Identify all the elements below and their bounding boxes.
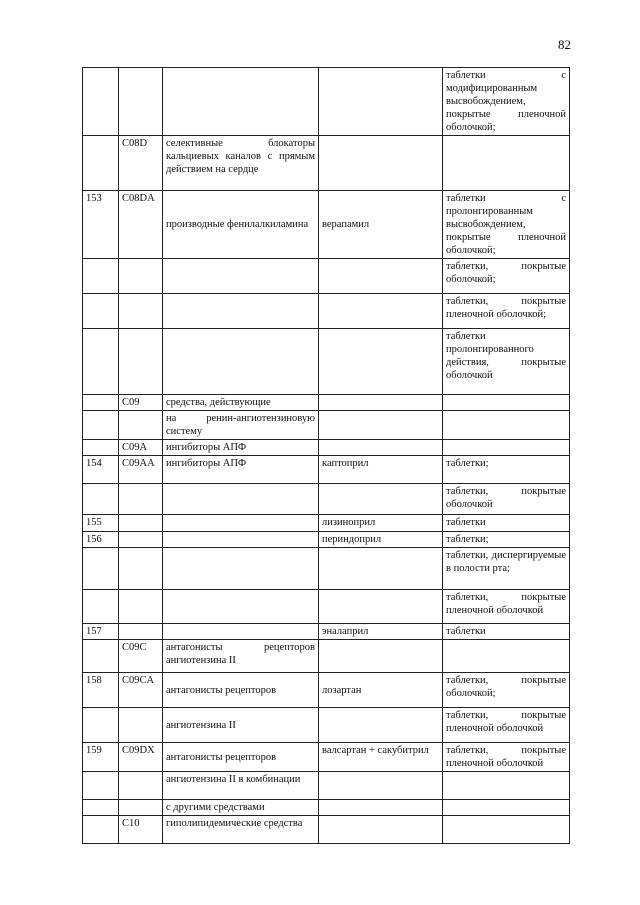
table-row: [83, 772, 570, 800]
group-name: с другими средствами: [163, 800, 319, 816]
row-number: [83, 590, 119, 624]
dosage-form: таблетки с пролонгированным высвобождением, покрытые пленочной оболочкой;: [443, 191, 570, 259]
dosage-form: таблетки, покрытые пленочной оболочкой: [443, 743, 570, 772]
atc-code: [119, 800, 163, 816]
row-number: 157: [83, 624, 119, 640]
dosage-form: [443, 800, 570, 816]
drug-name: [319, 68, 443, 136]
atc-code: [119, 590, 163, 624]
group-name: ингибиторы АПФ: [163, 440, 319, 456]
atc-code: [119, 484, 163, 515]
row-number: 159: [83, 743, 119, 772]
atc-code: C09C: [119, 640, 163, 673]
group-name: антагонисты рецепторов ангиотензина II: [163, 640, 319, 673]
drug-name: [319, 772, 443, 800]
table-row: [83, 395, 570, 411]
dosage-form: таблетки;: [443, 456, 570, 484]
table-row: [83, 136, 570, 191]
atc-code: C10: [119, 816, 163, 844]
table-row: [83, 624, 570, 640]
drug-name: [319, 484, 443, 515]
drug-name: [319, 548, 443, 590]
table-row: [83, 294, 570, 329]
group-name: [163, 294, 319, 329]
table-row: [83, 708, 570, 743]
drug-name: [319, 708, 443, 743]
table-row: [83, 743, 570, 772]
atc-code: [119, 772, 163, 800]
group-name: [163, 68, 319, 136]
row-number: [83, 548, 119, 590]
row-number: [83, 816, 119, 844]
drug-name: [319, 800, 443, 816]
group-name: антагонисты рецепторов: [163, 673, 319, 708]
drug-name: [319, 440, 443, 456]
drug-name: [319, 411, 443, 440]
table-row: [83, 816, 570, 844]
atc-code: [119, 624, 163, 640]
row-number: [83, 68, 119, 136]
dosage-form: таблетки, покрытые пленочной оболочкой: [443, 590, 570, 624]
drug-name: [319, 816, 443, 844]
atc-code: [119, 708, 163, 743]
group-name: [163, 259, 319, 294]
atc-code: [119, 411, 163, 440]
dosage-form: [443, 395, 570, 411]
drug-name: [319, 136, 443, 191]
row-number: [83, 708, 119, 743]
group-name: [163, 329, 319, 395]
group-name: ингибиторы АПФ: [163, 456, 319, 484]
row-number: [83, 395, 119, 411]
row-number: [83, 484, 119, 515]
group-name: селективные блокаторы кальциевых каналов с прямым действием на сердце: [163, 136, 319, 191]
row-number: [83, 640, 119, 673]
row-number: 156: [83, 532, 119, 548]
row-number: [83, 294, 119, 329]
dosage-form: таблетки: [443, 624, 570, 640]
group-name: гиполипидемические средства: [163, 816, 319, 844]
table-row: [83, 548, 570, 590]
dosage-form: таблетки, покрытые пленочной оболочкой: [443, 708, 570, 743]
table-row: [83, 673, 570, 708]
dosage-form: [443, 411, 570, 440]
table-row: [83, 640, 570, 673]
group-name: на ренин-ангиотензиновую систему: [163, 411, 319, 440]
table-row: [83, 800, 570, 816]
drug-name: периндоприл: [319, 532, 443, 548]
group-name: антагонисты рецепторов: [163, 743, 319, 772]
drug-name: [319, 395, 443, 411]
group-name: производные фенилалкиламина: [163, 191, 319, 259]
dosage-form: таблетки: [443, 515, 570, 532]
drug-name: валсартан + сакубитрил: [319, 743, 443, 772]
atc-code: [119, 294, 163, 329]
group-name: [163, 532, 319, 548]
table-row: [83, 191, 570, 259]
group-name: [163, 624, 319, 640]
table-row: [83, 68, 570, 136]
row-number: [83, 329, 119, 395]
group-name: [163, 515, 319, 532]
dosage-form: таблетки, покрытые пленочной оболочкой;: [443, 294, 570, 329]
table-row: [83, 440, 570, 456]
dosage-form: таблетки;: [443, 532, 570, 548]
group-name: [163, 484, 319, 515]
group-name: ангиотензина II: [163, 708, 319, 743]
drug-name: [319, 640, 443, 673]
atc-code: [119, 68, 163, 136]
group-name: средства, действующие: [163, 395, 319, 411]
drug-name: каптоприл: [319, 456, 443, 484]
atc-code: [119, 548, 163, 590]
drug-table: [82, 67, 570, 844]
table-row: [83, 456, 570, 484]
row-number: [83, 136, 119, 191]
row-number: 154: [83, 456, 119, 484]
table-row: [83, 515, 570, 532]
row-number: [83, 411, 119, 440]
group-name: [163, 590, 319, 624]
dosage-form: таблетки пролонгированного действия, покрытые оболочкой: [443, 329, 570, 395]
atc-code: [119, 329, 163, 395]
drug-name: [319, 294, 443, 329]
dosage-form: таблетки, покрытые оболочкой: [443, 484, 570, 515]
row-number: 158: [83, 673, 119, 708]
table-row: [83, 532, 570, 548]
table-row: [83, 590, 570, 624]
atc-code: C08D: [119, 136, 163, 191]
dosage-form: [443, 440, 570, 456]
drug-name: [319, 259, 443, 294]
dosage-form: таблетки, покрытые оболочкой;: [443, 259, 570, 294]
atc-code: [119, 259, 163, 294]
group-name: [163, 548, 319, 590]
dosage-form: [443, 136, 570, 191]
page-number: 82: [558, 37, 571, 52]
dosage-form: таблетки, покрытые оболочкой;: [443, 673, 570, 708]
drug-name: [319, 329, 443, 395]
atc-code: C09: [119, 395, 163, 411]
atc-code: C09CA: [119, 673, 163, 708]
drug-name: эналаприл: [319, 624, 443, 640]
row-number: 153: [83, 191, 119, 259]
atc-code: [119, 532, 163, 548]
dosage-form: [443, 772, 570, 800]
drug-name: [319, 590, 443, 624]
atc-code: [119, 515, 163, 532]
atc-code: C09DX: [119, 743, 163, 772]
dosage-form: [443, 816, 570, 844]
row-number: [83, 259, 119, 294]
atc-code: C09A: [119, 440, 163, 456]
drug-name: лизиноприл: [319, 515, 443, 532]
row-number: [83, 440, 119, 456]
row-number: 155: [83, 515, 119, 532]
atc-code: C09AA: [119, 456, 163, 484]
row-number: [83, 800, 119, 816]
dosage-form: таблетки, диспергируемые в полости рта;: [443, 548, 570, 590]
dosage-form: [443, 640, 570, 673]
table-row: [83, 411, 570, 440]
row-number: [83, 772, 119, 800]
table-row: [83, 259, 570, 294]
atc-code: C08DA: [119, 191, 163, 259]
dosage-form: таблетки с модифицированным высвобождением, покрытые пленочной оболочкой;: [443, 68, 570, 136]
group-name: ангиотензина II в комбинации: [163, 772, 319, 800]
table-row: [83, 484, 570, 515]
table-row: [83, 329, 570, 395]
drug-name: лозартан: [319, 673, 443, 708]
drug-name: верапамил: [319, 191, 443, 259]
